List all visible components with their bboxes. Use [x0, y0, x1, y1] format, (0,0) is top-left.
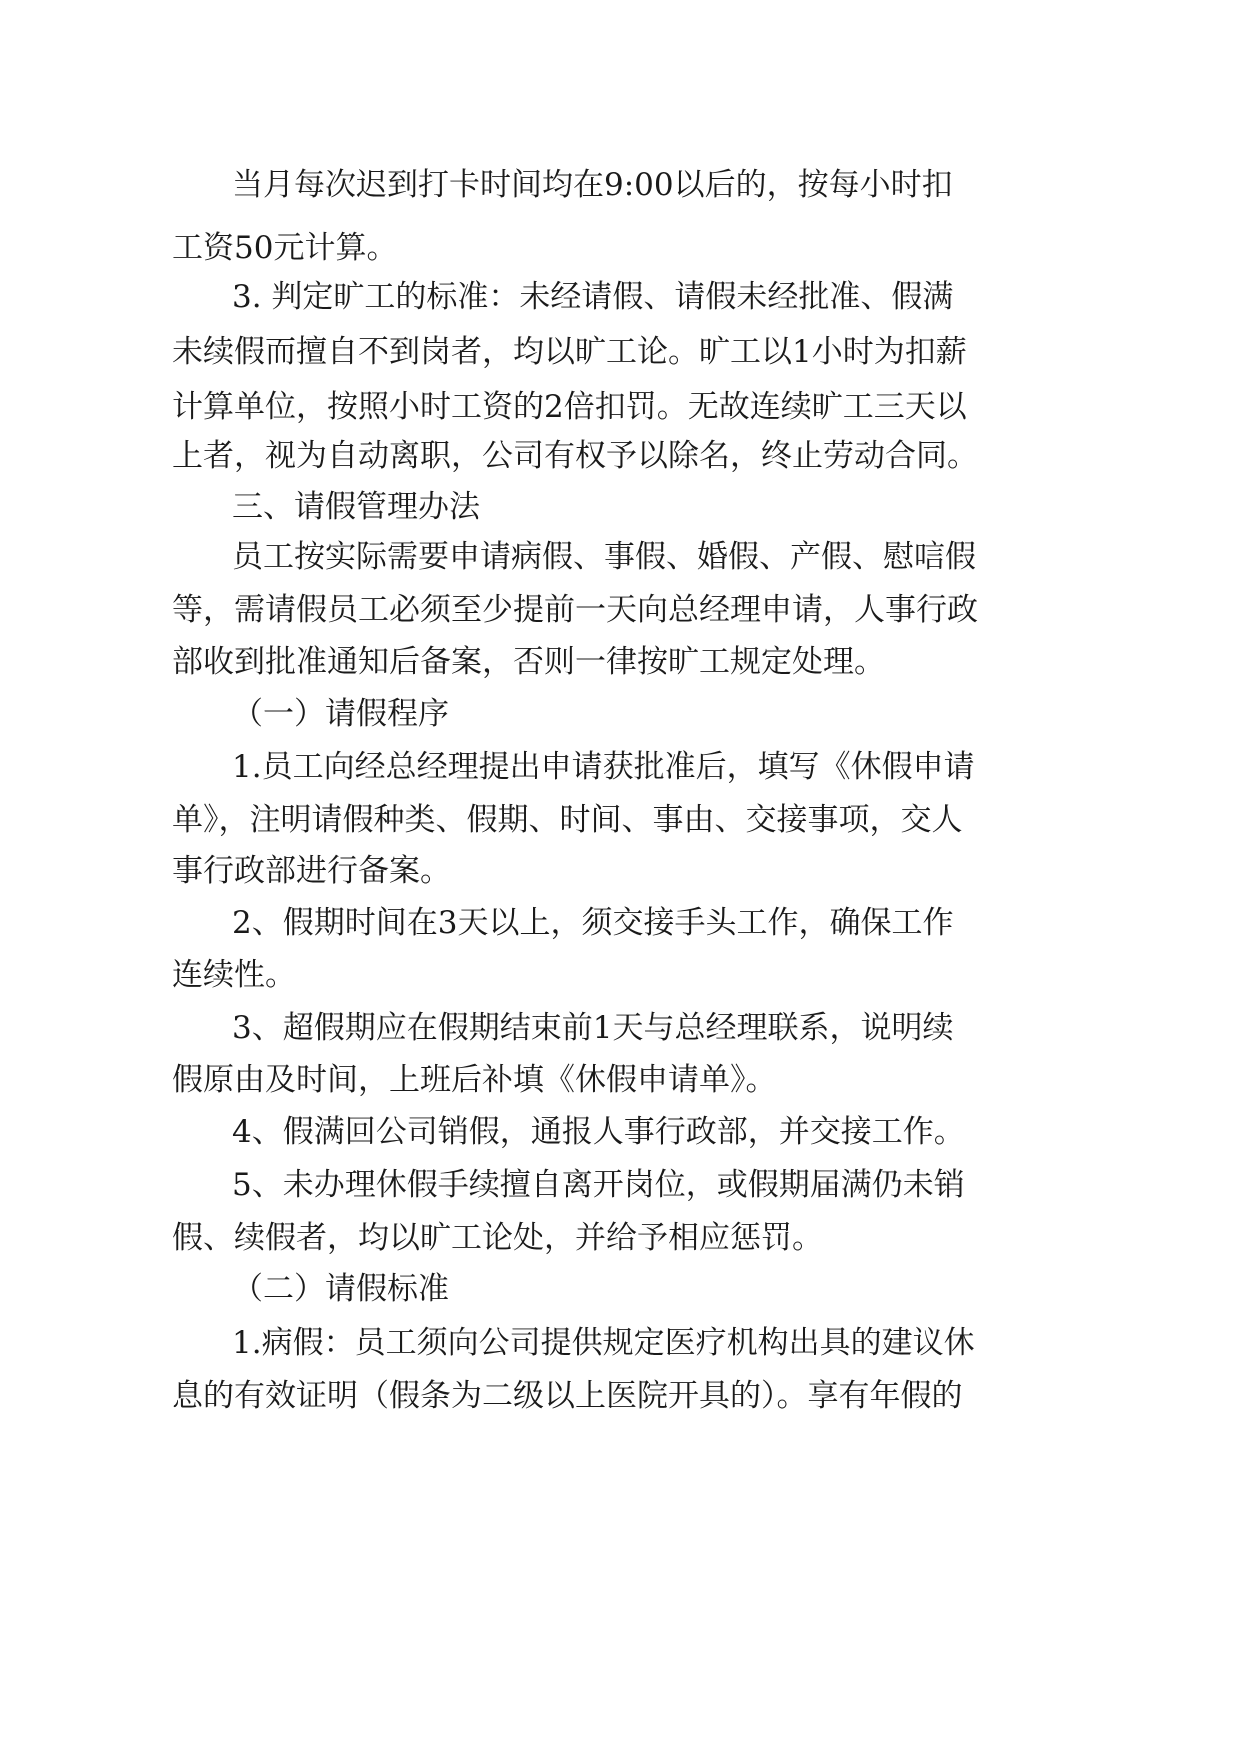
subsection-heading-2: （二）请假标准: [232, 1271, 449, 1307]
text-line-4: 未续假而擅自不到岗者，均以旷工论。旷工以1小时为扣薪: [172, 334, 967, 370]
text-line-21: 假、续假者，均以旷工论处，并给予相应惩罚。: [172, 1220, 823, 1256]
text-line-12: 1.员工向经总经理提出申请获批准后，填写《休假申请: [232, 749, 975, 785]
text-line-6: 上者，视为自动离职，公司有权予以除名，终止劳动合同。: [172, 438, 978, 474]
text-line-17: 3、超假期应在假期结束前1天与总经理联系，说明续: [232, 1010, 954, 1046]
text-line-5: 计算单位，按照小时工资的2倍扣罚。无故连续旷工三天以: [172, 389, 967, 425]
text-line-2: 工资50元计算。: [172, 230, 398, 266]
text-line-24: 息的有效证明（假条为二级以上医院开具的）。享有年假的: [172, 1378, 963, 1414]
text-line-19: 4、假满回公司销假，通报人事行政部，并交接工作。: [232, 1114, 965, 1150]
text-line-10: 部收到批准通知后备案，否则一律按旷工规定处理。: [172, 644, 885, 680]
text-line-13: 单》，注明请假种类、假期、时间、事由、交接事项，交人: [172, 802, 963, 838]
text-line-1: 当月每次迟到打卡时间均在9:00以后的，按每小时扣: [232, 167, 953, 203]
text-line-23: 1.病假：员工须向公司提供规定医疗机构出具的建议休: [232, 1325, 975, 1361]
subsection-heading-1: （一）请假程序: [232, 696, 449, 732]
text-line-9: 等，需请假员工必须至少提前一天向总经理申请，人事行政: [172, 592, 978, 628]
text-line-16: 连续性。: [172, 957, 296, 993]
text-line-14: 事行政部进行备案。: [172, 853, 451, 889]
section-heading-3: 三、请假管理办法: [232, 489, 480, 525]
text-line-15: 2、假期时间在3天以上，须交接手头工作，确保工作: [232, 905, 954, 941]
text-line-3: 3. 判定旷工的标准：未经请假、请假未经批准、假满: [232, 279, 954, 315]
text-line-8: 员工按实际需要申请病假、事假、婚假、产假、慰唁假: [232, 539, 976, 575]
text-line-20: 5、未办理休假手续擅自离开岗位，或假期届满仍未销: [232, 1167, 965, 1203]
text-line-18: 假原由及时间，上班后补填《休假申请单》。: [172, 1062, 777, 1098]
